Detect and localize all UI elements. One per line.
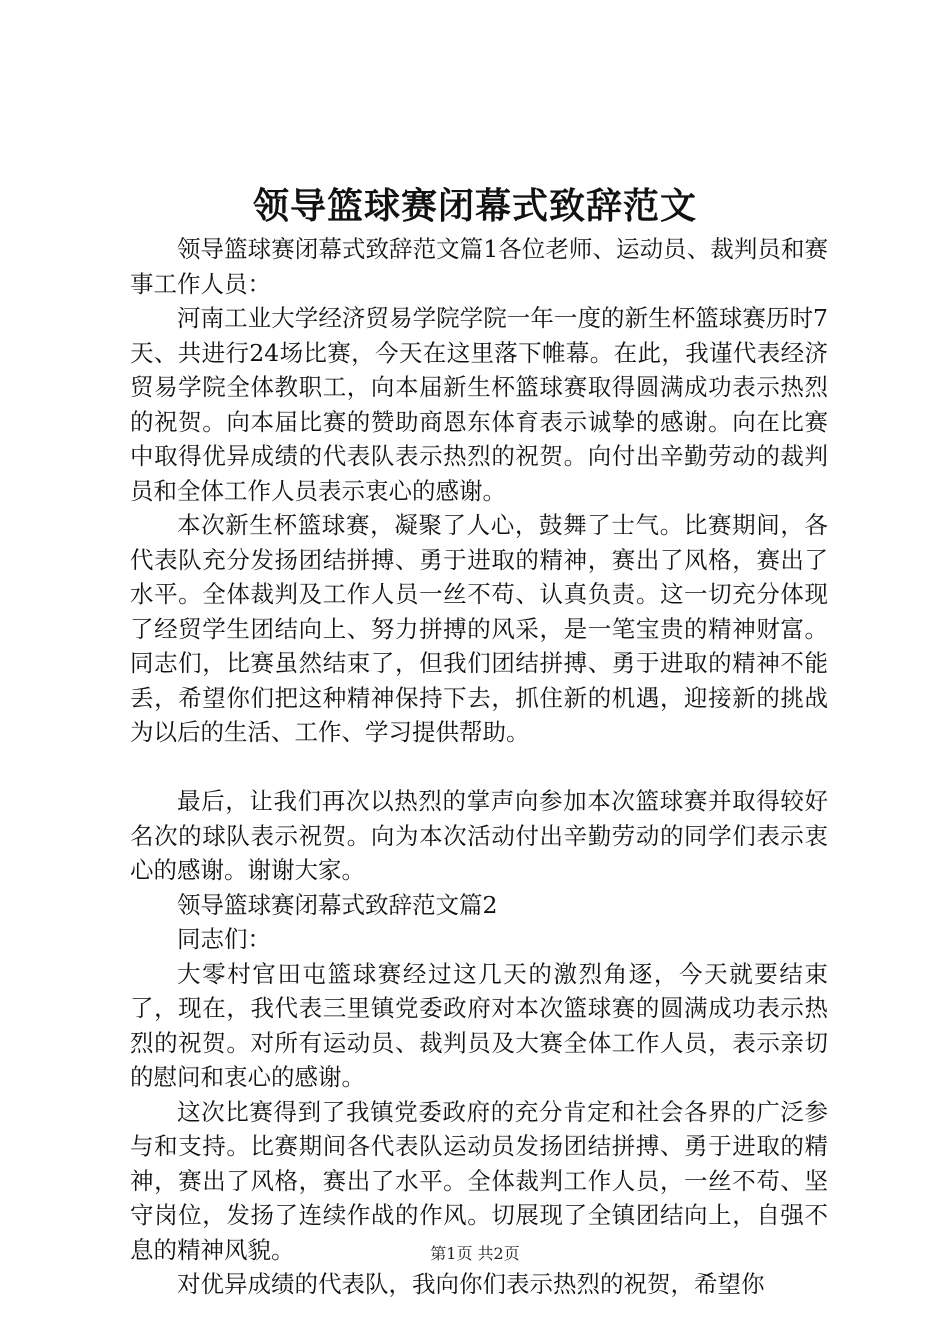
paragraph-final: 对优异成绩的代表队，我向你们表示热烈的祝贺，希望你: [177, 1270, 765, 1298]
paragraph-closing: 最后，让我们再次以热烈的掌声向参加本次篮球赛并取得较好名次的球队表示祝贺。向为本次活动付出辛勤劳动的同学们表示衷心的感谢。谢谢大家。: [130, 787, 828, 884]
paragraph-congratulations: 河南工业大学经济贸易学院学院一年一度的新生杯篮球赛历时7天、共进行24场比赛，今天在这里落下帷幕。在此，我谨代表经济贸易学院全体教职工，向本届新生杯篮球赛取得圆满成功表示热烈的祝贺。向本届比赛的赞助商恩东体育表示诚挚的感谢。向在比赛中取得优异成绩的代表队表示热烈的祝贺。向付出辛勤劳动的裁判员和全体工作人员表示衷心的感谢。: [130, 304, 828, 505]
paragraph-salutation: 同志们：: [177, 925, 271, 953]
paragraph-intro: 领导篮球赛闭幕式致辞范文篇1各位老师、运动员、裁判员和赛事工作人员：: [130, 235, 828, 298]
page-number-footer: 第1页 共2页: [430, 1244, 520, 1263]
document-body: [130, 232, 828, 1302]
paragraph-section-2-heading: 领导篮球赛闭幕式致辞范文篇2: [177, 890, 498, 919]
document-title: 领导篮球赛闭幕式致辞范文: [252, 185, 697, 228]
paragraph-spirit: 本次新生杯篮球赛，凝聚了人心，鼓舞了士气。比赛期间，各代表队充分发扬团结拼搏、勇于进取的精神，赛出了风格，赛出了水平。全体裁判及工作人员一丝不苟、认真负责。这一切充分体现了经贸学生团结向上、努力拼搏的风采，是一笔宝贵的精神财富。同志们，比赛虽然结束了，但我们团结拼搏、勇于进取的精神不能丢，希望你们把这种精神保持下去，抓住新的机遇，迎接新的挑战为以后的生活、工作、学习提供帮助。: [130, 511, 828, 746]
paragraph-support: 这次比赛得到了我镇党委政府的充分肯定和社会各界的广泛参与和支持。比赛期间各代表队运动员发扬团结拼搏、勇于进取的精神，赛出了风格，赛出了水平。全体裁判工作人员，一丝不苟、坚守岗位，发扬了连续作战的作风。切展现了全镇团结向上，自强不息的精神风貌。: [130, 1097, 828, 1264]
paragraph-competition-end: 大零村官田屯篮球赛经过这几天的激烈角逐，今天就要结束了，现在，我代表三里镇党委政府对本次篮球赛的圆满成功表示热烈的祝贺。对所有运动员、裁判员及大赛全体工作人员，表示亲切的慰问和衷心的感谢。: [130, 959, 828, 1091]
